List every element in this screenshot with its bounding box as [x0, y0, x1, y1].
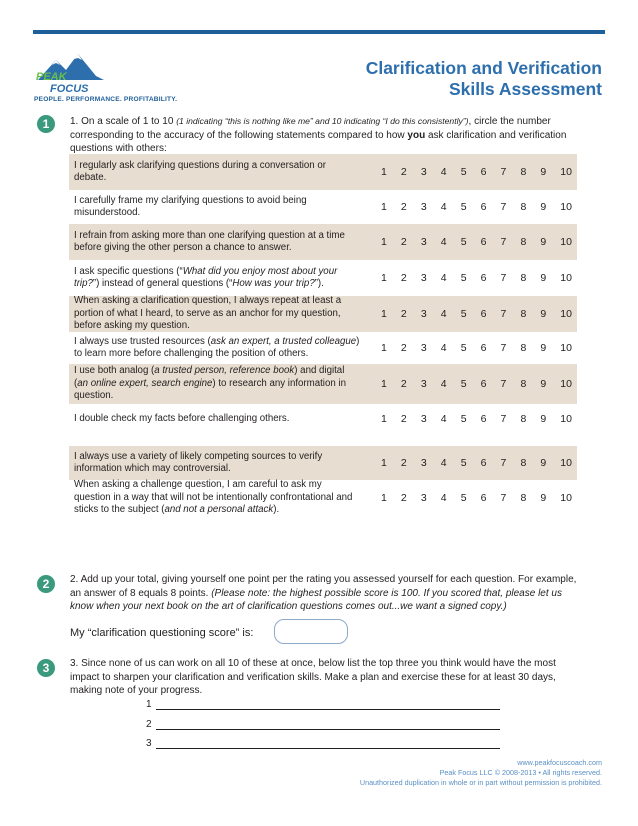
statement-fragment: How was your trip?	[232, 278, 315, 289]
statement-fragment: I refrain from asking more than one clarifying question at a time before giving the other person a chance to answer.	[74, 229, 345, 253]
table-row	[69, 154, 577, 190]
rating-option[interactable]: 2	[400, 200, 407, 213]
rating-option[interactable]: 3	[420, 491, 427, 504]
statement-text	[69, 292, 365, 336]
rating-option[interactable]: 3	[420, 341, 427, 354]
rating-option[interactable]: 7	[500, 165, 507, 178]
rating-option[interactable]: 1	[381, 271, 387, 284]
rating-option[interactable]: 9	[540, 307, 547, 320]
rating-option[interactable]: 4	[440, 456, 447, 469]
rating-option[interactable]: 8	[520, 341, 527, 354]
statement-fragment: ).	[273, 504, 280, 516]
rating-option[interactable]: 4	[440, 377, 447, 390]
statement-text	[69, 227, 365, 258]
statement-fragment: an online expert, search engine	[77, 377, 213, 389]
step-2-text-a: 2. Add up your total, giving yourself one point per the rating you assessed yourself for each question. For example, an answer of 8 equals 8 points.	[70, 574, 577, 599]
rating-option[interactable]: 1	[381, 456, 387, 469]
rating-option[interactable]: 10	[560, 307, 572, 320]
footer	[360, 758, 602, 788]
rating-option[interactable]: 7	[500, 271, 507, 284]
title-line-1: Clarification and Verification	[365, 58, 602, 78]
rating-option[interactable]: 6	[480, 200, 487, 213]
footer-notice: Unauthorized duplication in whole or in part without permission is prohibited.	[359, 778, 602, 787]
rating-option[interactable]: 1	[381, 341, 387, 354]
page-title	[366, 58, 602, 100]
rating-option[interactable]: 2	[400, 235, 407, 248]
rating-option[interactable]: 10	[560, 456, 572, 469]
step-1-instructions	[70, 115, 580, 156]
rating-option[interactable]: 9	[540, 200, 547, 213]
rating-option[interactable]: 3	[420, 165, 427, 178]
rating-scale	[365, 413, 577, 426]
rating-scale	[365, 201, 577, 214]
rating-option[interactable]: 7	[500, 235, 507, 248]
statement-text	[69, 157, 365, 188]
table-row	[69, 364, 577, 404]
statement-text	[69, 410, 365, 429]
rating-option[interactable]: 5	[460, 491, 467, 504]
rating-option[interactable]: 2	[400, 456, 407, 469]
statement-fragment: I ask specific questions (“	[74, 265, 183, 277]
table-row	[69, 260, 577, 296]
priority-number: 3	[146, 738, 152, 749]
statement-fragment: ask an expert, a trusted colleague	[210, 335, 357, 347]
rating-option[interactable]: 8	[520, 165, 527, 178]
priority-line-1[interactable]	[146, 699, 500, 710]
statement-fragment: and not a personal attack	[164, 504, 274, 516]
rating-scale	[365, 457, 577, 470]
priority-line-2[interactable]	[146, 719, 500, 730]
statement-fragment: I use both analog (	[74, 365, 155, 377]
statement-fragment: ) to learn more before challenging the position of others.	[74, 335, 360, 359]
table-row	[69, 296, 577, 332]
rating-option[interactable]: 3	[420, 412, 427, 425]
rating-option[interactable]: 8	[520, 307, 527, 320]
statement-fragment: What did you enjoy most about your trip?	[74, 265, 338, 289]
rating-option[interactable]: 10	[560, 165, 572, 178]
rating-option[interactable]: 6	[480, 456, 487, 469]
step-1-emphasis: you	[407, 129, 426, 141]
rating-option[interactable]: 4	[440, 412, 447, 425]
rating-option[interactable]: 9	[540, 456, 547, 469]
statement-fragment: When asking a clarification question, I always repeat at least a portion of what I heard, to serve as an anchor for my question, before asking my question.	[74, 295, 342, 332]
rating-option[interactable]: 7	[500, 377, 507, 390]
rating-option[interactable]: 5	[460, 377, 467, 390]
logo-word-focus: FOCUS	[50, 83, 89, 95]
rating-option[interactable]: 1	[381, 235, 387, 248]
rating-option[interactable]: 10	[560, 412, 572, 425]
rating-option[interactable]: 7	[500, 456, 507, 469]
rating-option[interactable]: 6	[480, 165, 487, 178]
rating-option[interactable]: 1	[381, 491, 387, 504]
rating-option[interactable]: 1	[381, 200, 387, 213]
header-rule	[33, 30, 605, 34]
rating-option[interactable]: 3	[420, 235, 427, 248]
statement-text	[69, 333, 365, 364]
rating-option[interactable]: 6	[480, 235, 487, 248]
rating-option[interactable]: 7	[500, 491, 507, 504]
statement-text	[69, 476, 365, 520]
rating-option[interactable]: 5	[460, 456, 467, 469]
priority-number: 1	[146, 699, 152, 710]
peak-focus-logo	[34, 50, 116, 96]
table-row	[69, 190, 577, 224]
statement-text	[69, 448, 365, 479]
rating-option[interactable]: 1	[381, 412, 387, 425]
assessment-table	[69, 154, 577, 516]
rating-option[interactable]: 4	[440, 200, 447, 213]
rating-option[interactable]: 3	[420, 307, 427, 320]
step-3-badge: 3	[37, 659, 55, 677]
step-1-text-e: ask clarification and verification questions with others:	[70, 129, 567, 154]
rating-option[interactable]: 4	[440, 491, 447, 504]
table-row	[69, 404, 577, 434]
rating-option[interactable]: 6	[480, 491, 487, 504]
write-line[interactable]	[156, 739, 500, 749]
rating-option[interactable]: 4	[440, 235, 447, 248]
rating-option[interactable]: 5	[460, 341, 467, 354]
rating-scale	[365, 272, 577, 285]
rating-option[interactable]: 6	[480, 377, 487, 390]
rating-option[interactable]: 8	[520, 235, 527, 248]
rating-option[interactable]: 2	[400, 307, 407, 320]
step-3-instructions: 3. Since none of us can work on all 10 of these at once, below list the top three you think would have the most impact to sharpen your clarification and verification skills. Make a plan and exercise these for at least 30 days, making note of your progress.	[70, 658, 556, 696]
step-2-badge: 2	[37, 575, 55, 593]
rating-option[interactable]: 4	[440, 341, 447, 354]
rating-option[interactable]: 2	[400, 165, 407, 178]
rating-option[interactable]: 8	[520, 200, 527, 213]
rating-option[interactable]: 1	[381, 165, 387, 178]
rating-option[interactable]: 10	[560, 271, 572, 284]
statement-text	[69, 263, 365, 294]
table-row	[69, 332, 577, 364]
statement-text	[69, 362, 365, 406]
statement-text	[69, 192, 365, 223]
rating-option[interactable]: 5	[460, 235, 467, 248]
rating-option[interactable]: 2	[400, 412, 407, 425]
rating-option[interactable]: 3	[420, 456, 427, 469]
rating-option[interactable]: 5	[460, 200, 467, 213]
step-2-note: (Please note: the highest possible score is 100. If you scored that, please let us know when your next book on the art of clarification questions comes out...we want a signed copy.)	[70, 587, 562, 612]
rating-scale	[365, 166, 577, 179]
rating-option[interactable]: 5	[460, 271, 467, 284]
rating-option[interactable]: 2	[400, 491, 407, 504]
rating-option[interactable]: 5	[460, 307, 467, 320]
statement-fragment: ) and digital (	[74, 365, 345, 389]
rating-option[interactable]: 2	[400, 341, 407, 354]
rating-option[interactable]: 1	[381, 307, 387, 320]
step-1-text-a: 1. On a scale of 1 to 10	[70, 116, 177, 127]
priority-line-3[interactable]	[146, 738, 500, 749]
statement-fragment: ) to research any information in question.	[74, 377, 346, 402]
rating-option[interactable]: 7	[500, 341, 507, 354]
rating-option[interactable]: 6	[480, 412, 487, 425]
rating-option[interactable]: 8	[520, 377, 527, 390]
rating-option[interactable]: 10	[560, 491, 572, 504]
statement-fragment: I regularly ask clarifying questions during a conversation or debate.	[74, 159, 327, 183]
rating-option[interactable]: 3	[420, 200, 427, 213]
rating-option[interactable]: 10	[560, 377, 572, 390]
rating-scale	[365, 236, 577, 249]
footer-website: www.peakfocuscoach.com	[517, 758, 602, 767]
rating-scale	[365, 378, 577, 391]
statement-fragment: ”).	[314, 278, 324, 289]
statement-fragment: a trusted person, reference book	[154, 365, 295, 377]
write-line[interactable]	[156, 700, 500, 710]
statement-fragment: ”) instead of general questions (“	[92, 278, 233, 289]
rating-option[interactable]: 8	[520, 271, 527, 284]
rating-option[interactable]: 10	[560, 341, 572, 354]
rating-option[interactable]: 8	[520, 491, 527, 504]
step-1-scale-note: (1 indicating “this is nothing like me” and 10 indicating “I do this consistently”)	[176, 116, 469, 126]
write-line[interactable]	[156, 720, 500, 730]
rating-option[interactable]: 2	[400, 377, 407, 390]
rating-option[interactable]: 3	[420, 271, 427, 284]
rating-option[interactable]: 7	[500, 412, 507, 425]
statement-fragment: I always use a variety of likely competing sources to verify information which may controversial.	[74, 450, 323, 474]
table-row	[69, 446, 577, 480]
rating-scale	[365, 492, 577, 505]
rating-option[interactable]: 1	[381, 377, 387, 390]
rating-option[interactable]: 4	[440, 271, 447, 284]
rating-option[interactable]: 6	[480, 307, 487, 320]
rating-option[interactable]: 5	[460, 412, 467, 425]
step-2-instructions	[70, 573, 580, 614]
rating-option[interactable]: 9	[540, 235, 547, 248]
statement-fragment: When asking a challenge question, I am careful to ask my question in a way that will not be intentionally confrontational and sticks to the subject (	[74, 479, 353, 516]
rating-option[interactable]: 5	[460, 165, 467, 178]
rating-option[interactable]: 4	[440, 307, 447, 320]
rating-scale	[365, 342, 577, 355]
rating-option[interactable]: 9	[540, 341, 547, 354]
rating-option[interactable]: 6	[480, 341, 487, 354]
rating-scale	[365, 308, 577, 321]
step-1-badge: 1	[37, 115, 55, 133]
logo-word-peak: PEAK	[36, 71, 67, 83]
rating-option[interactable]: 9	[540, 491, 547, 504]
rating-option[interactable]: 6	[480, 271, 487, 284]
score-label: My “clarification questioning score” is:	[70, 627, 254, 639]
rating-option[interactable]: 10	[560, 235, 572, 248]
tagline: PEOPLE. PERFORMANCE. PROFITABILITY.	[34, 96, 178, 103]
rating-option[interactable]: 9	[540, 165, 547, 178]
step-1-text-c: , circle the number corresponding to the accuracy of the following statements compared to how	[70, 116, 551, 141]
statement-fragment: I always use trusted resources (	[74, 335, 211, 347]
rating-option[interactable]: 3	[420, 377, 427, 390]
priority-number: 2	[146, 719, 152, 730]
rating-option[interactable]: 2	[400, 271, 407, 284]
footer-copyright: Peak Focus LLC © 2008-2013 • All rights reserved.	[439, 768, 602, 777]
rating-option[interactable]: 8	[520, 456, 527, 469]
rating-option[interactable]: 9	[540, 412, 547, 425]
title-line-2: Skills Assessment	[448, 79, 602, 99]
rating-option[interactable]: 8	[520, 412, 527, 425]
table-row	[69, 224, 577, 260]
rating-option[interactable]: 4	[440, 165, 447, 178]
rating-option[interactable]: 7	[500, 307, 507, 320]
rating-option[interactable]: 7	[500, 200, 507, 213]
score-input[interactable]	[274, 619, 348, 644]
rating-option[interactable]: 10	[560, 200, 572, 213]
statement-fragment: I double check my facts before challenging others.	[74, 412, 290, 424]
statement-fragment: I carefully frame my clarifying questions to avoid being misunderstood.	[74, 194, 307, 218]
rating-option[interactable]: 9	[540, 377, 547, 390]
table-row	[69, 480, 577, 516]
rating-option[interactable]: 9	[540, 271, 547, 284]
